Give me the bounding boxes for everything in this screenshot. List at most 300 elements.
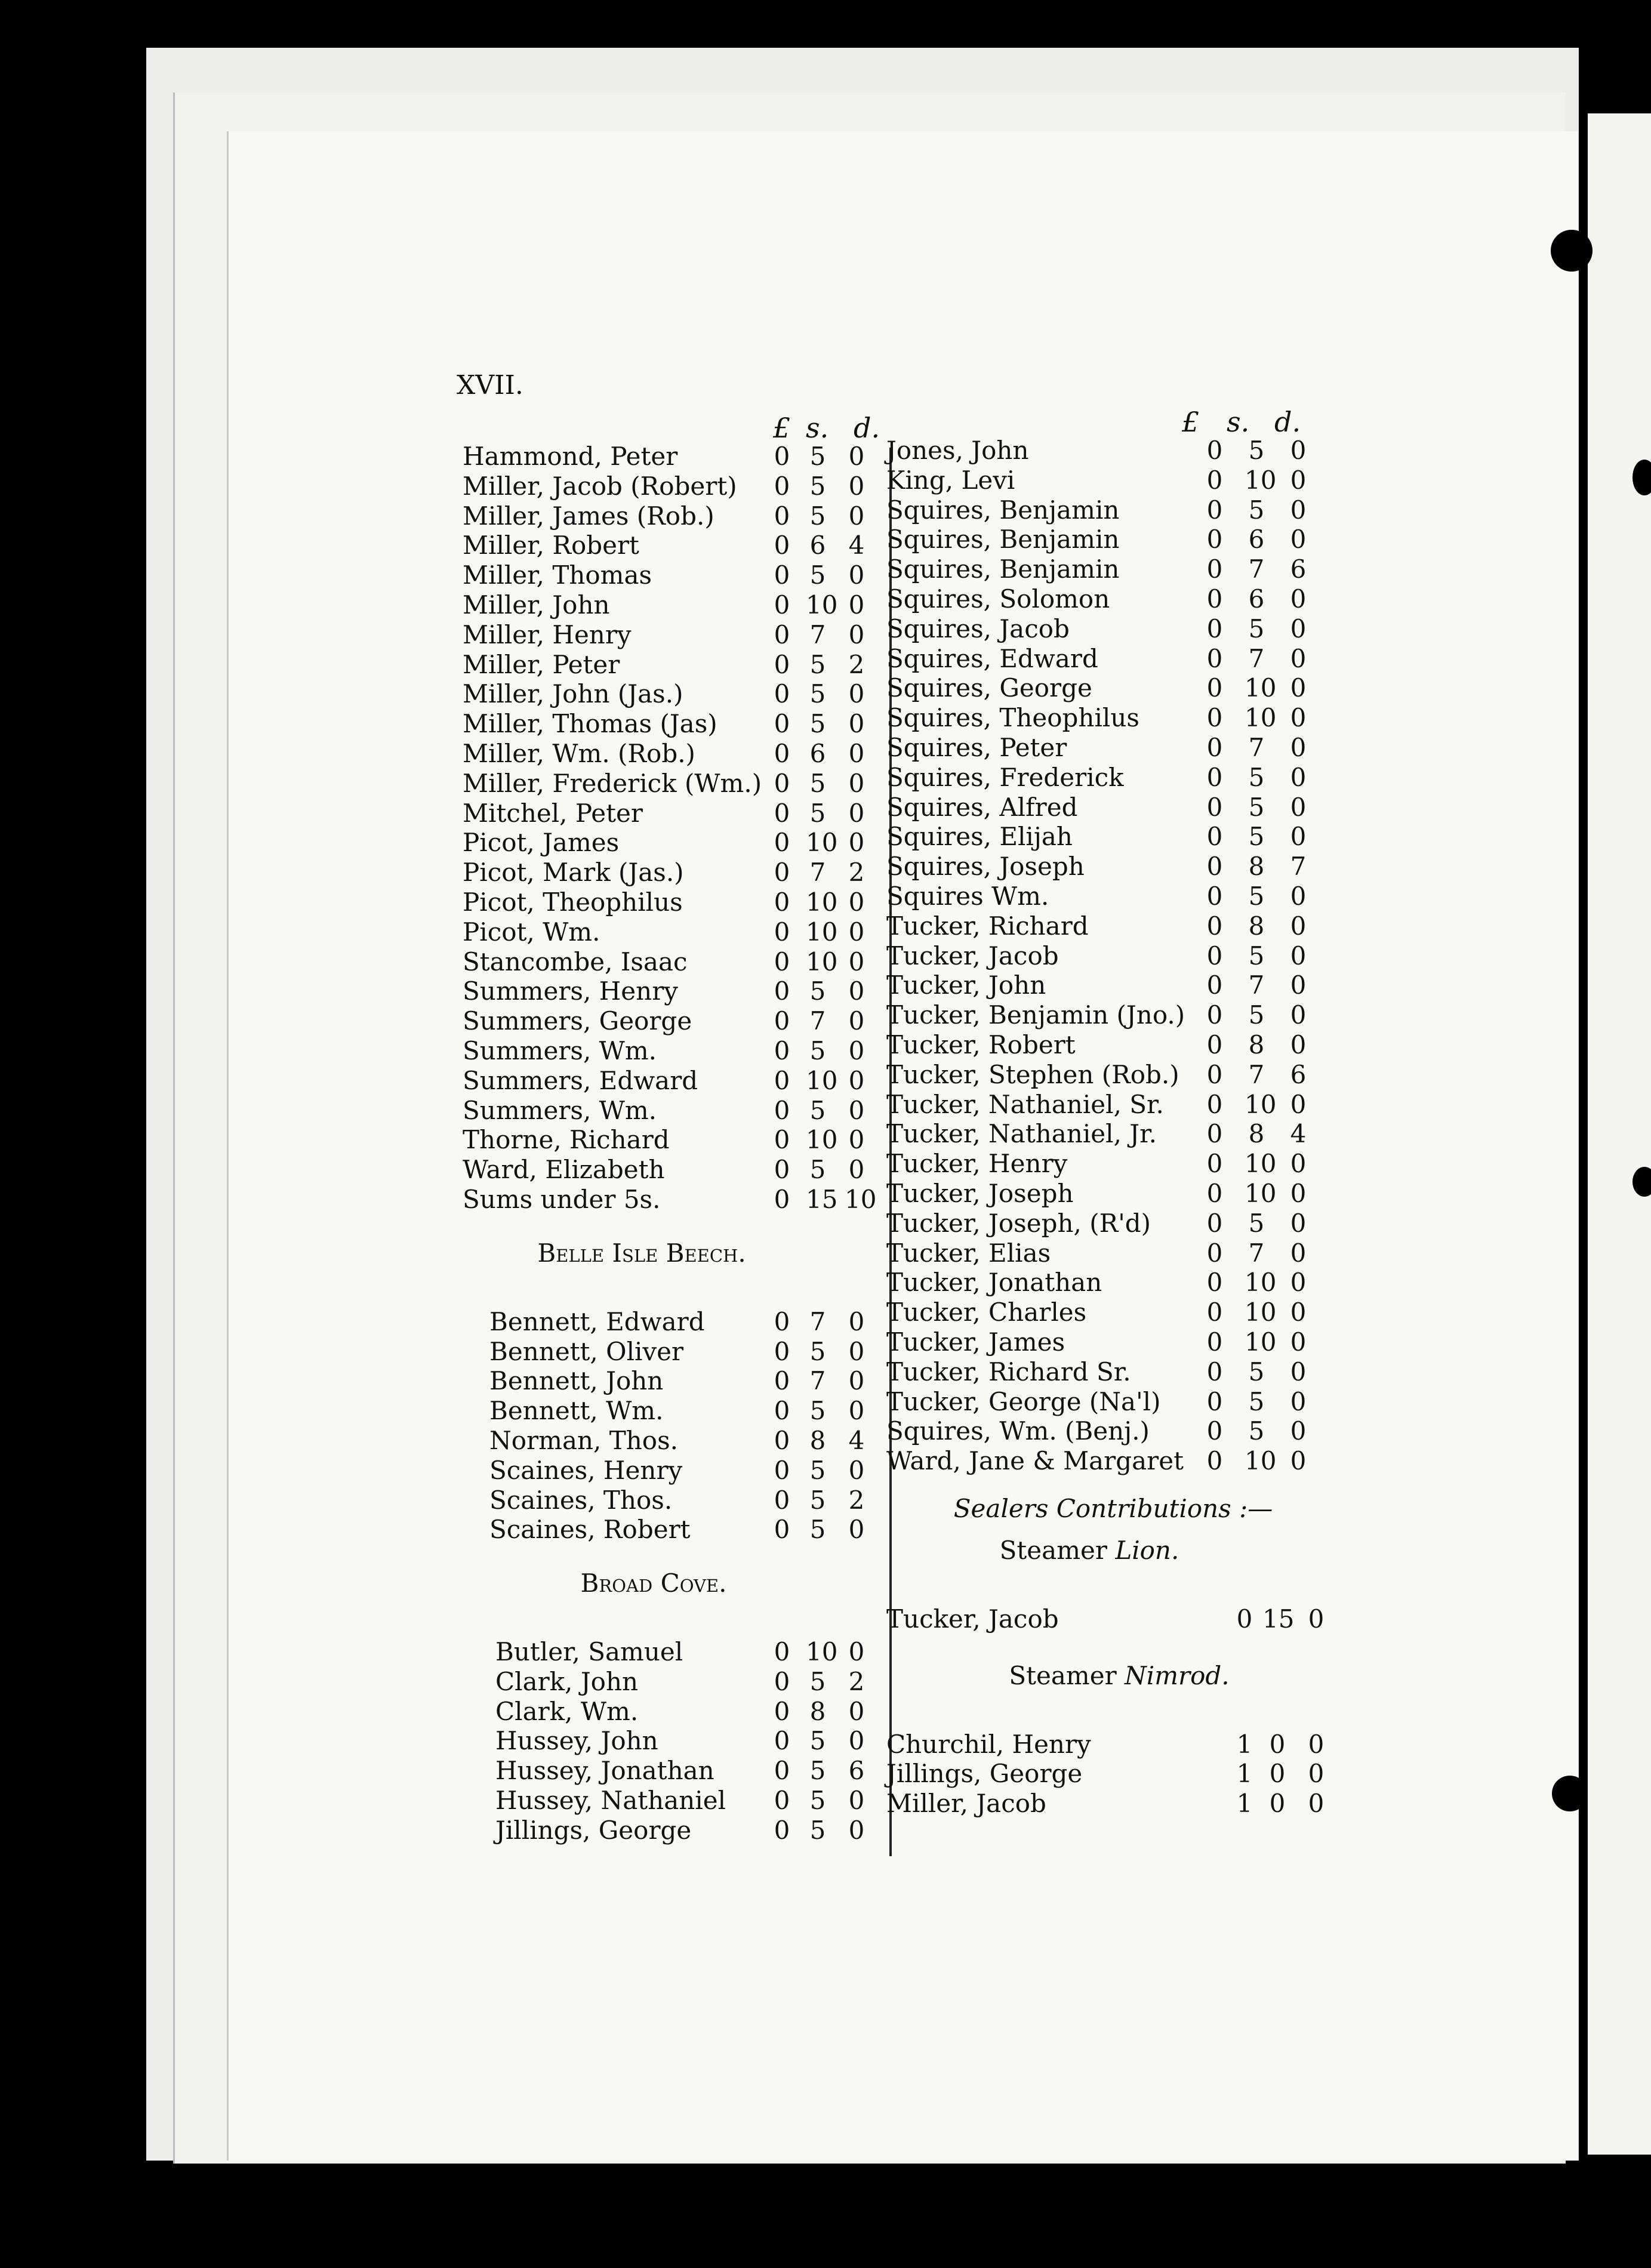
entry-row (886, 882, 1340, 911)
shillings-value: 5 (1248, 1416, 1265, 1446)
nimrod-heading-prefix: Steamer (1009, 1660, 1125, 1690)
pence-value: 0 (1290, 1416, 1307, 1446)
entry-name: Miller, Wm. (Rob.) (463, 738, 695, 768)
pence-value: 0 (1290, 1178, 1307, 1208)
lion-heading (886, 1536, 1292, 1580)
entry-row (886, 1298, 1340, 1327)
entry-row (886, 614, 1340, 644)
pence-value: 0 (1290, 881, 1307, 911)
pence-value: 10 (845, 1184, 877, 1214)
shillings-value: 5 (809, 1515, 826, 1545)
pounds-value: 0 (774, 1455, 790, 1485)
nimrod-list (886, 1730, 1340, 1819)
pounds-value: 0 (774, 1396, 790, 1426)
entry-name: Squires, Edward (886, 643, 1098, 673)
entry-name: Hussey, John (495, 1726, 658, 1756)
pence-value: 0 (1290, 822, 1307, 852)
entry-name: Miller, Jacob (Robert) (463, 471, 737, 501)
pounds-value: 0 (1206, 1178, 1223, 1208)
entry-row (886, 703, 1340, 733)
pounds-value: 0 (1206, 465, 1223, 495)
shillings-value: 5 (809, 1756, 826, 1786)
entry-name: Squires, Frederick (886, 762, 1124, 792)
entry-name: Tucker, Jonathan (886, 1268, 1102, 1298)
entry-name: Tucker, Nathaniel, Sr. (886, 1089, 1164, 1119)
shillings-value: 8 (1248, 1119, 1265, 1149)
pounds-value: 0 (1206, 1416, 1223, 1446)
shillings-value: 10 (1245, 1178, 1277, 1208)
shillings-value: 10 (806, 947, 838, 976)
entry-row (886, 793, 1340, 822)
pence-value: 2 (848, 649, 865, 679)
pence-header: d. (1274, 406, 1301, 438)
entry-row (463, 560, 892, 590)
entry-row (495, 1637, 892, 1667)
pounds-value: 0 (774, 1155, 790, 1185)
belle-isle-list (489, 1307, 892, 1545)
pence-value: 0 (1290, 643, 1307, 673)
pounds-value: 0 (774, 1065, 790, 1095)
pence-value: 0 (1308, 1789, 1325, 1819)
pence-value: 0 (1290, 1268, 1307, 1298)
pence-value: 0 (1290, 1298, 1307, 1327)
pounds-value: 0 (774, 738, 790, 768)
pounds-value: 0 (774, 709, 790, 739)
pounds-value: 0 (774, 1815, 790, 1845)
shillings-value: 5 (809, 1666, 826, 1696)
lion-heading-prefix: Steamer (999, 1535, 1116, 1565)
pounds-value: 0 (774, 1336, 790, 1366)
entry-row (886, 466, 1340, 495)
pence-value: 0 (848, 976, 865, 1006)
entry-name: King, Levi (886, 465, 1015, 495)
shillings-value: 5 (1248, 941, 1265, 970)
entry-row (886, 1730, 1340, 1759)
shillings-value: 5 (809, 1336, 826, 1366)
shillings-value: 5 (1248, 762, 1265, 792)
entry-name: Miller, Frederick (Wm.) (463, 768, 762, 798)
pounds-value: 0 (1206, 584, 1223, 614)
pence-value: 0 (848, 887, 865, 917)
entry-name: Tucker, Richard (886, 911, 1089, 941)
pence-value: 0 (848, 947, 865, 976)
pence-value: 0 (1290, 970, 1307, 1000)
pounds-value: 0 (1206, 762, 1223, 792)
shillings-value: 5 (1248, 1386, 1265, 1416)
entry-row (886, 554, 1340, 584)
pounds-value: 0 (774, 1637, 790, 1667)
entry-name: Squires, Joseph (886, 852, 1085, 882)
entry-row (886, 495, 1340, 525)
pence-value: 0 (848, 1637, 865, 1667)
pence-value: 0 (1308, 1759, 1325, 1789)
shillings-value: 6 (809, 531, 826, 560)
entry-name: Ward, Jane & Margaret (886, 1446, 1184, 1476)
entry-name: Hussey, Jonathan (495, 1756, 714, 1786)
pence-header: d. (854, 412, 880, 444)
entry-name: Squires, George (886, 673, 1092, 703)
entry-name: Tucker, Benjamin (Jno.) (886, 1000, 1185, 1030)
nimrod-heading (886, 1661, 1352, 1706)
entry-row (463, 472, 892, 501)
shillings-value: 5 (809, 1455, 826, 1485)
entry-row (463, 917, 892, 947)
entry-row (489, 1396, 892, 1426)
pounds-value: 1 (1236, 1729, 1253, 1759)
entry-name: Tucker, Robert (886, 1030, 1076, 1059)
entry-row (463, 858, 892, 888)
pounds-value: 0 (774, 1036, 790, 1065)
pounds-value: 0 (774, 1485, 790, 1515)
pounds-header: £ (773, 412, 791, 444)
shillings-value: 5 (1248, 614, 1265, 643)
pence-value: 0 (848, 1095, 865, 1125)
pence-value: 2 (848, 1666, 865, 1696)
pence-value: 0 (1290, 941, 1307, 970)
pence-value: 0 (1290, 1386, 1307, 1416)
pence-value: 2 (848, 1485, 865, 1515)
shillings-value: 0 (1269, 1729, 1286, 1759)
pounds-value: 0 (774, 1756, 790, 1786)
pounds-value: 0 (774, 590, 790, 620)
entry-row (489, 1337, 892, 1367)
entry-row (463, 976, 892, 1006)
shillings-value: 7 (1248, 643, 1265, 673)
pounds-value: 0 (1206, 673, 1223, 703)
entry-row (489, 1426, 892, 1456)
entry-row (463, 828, 892, 858)
pence-value: 0 (848, 620, 865, 649)
shillings-value: 10 (806, 828, 838, 858)
entry-name: Sums under 5s. (463, 1184, 661, 1214)
entry-row (495, 1816, 892, 1845)
shillings-value: 15 (806, 1184, 838, 1214)
shillings-value: 7 (1248, 1238, 1265, 1268)
pence-value: 0 (848, 1065, 865, 1095)
shillings-value: 5 (809, 1726, 826, 1756)
entry-row (463, 709, 892, 739)
pounds-value: 0 (1206, 852, 1223, 882)
pounds-value: 0 (1206, 941, 1223, 970)
pounds-value: 0 (1206, 614, 1223, 643)
shillings-value: 10 (1245, 1446, 1277, 1476)
entry-row (495, 1756, 892, 1786)
pounds-value: 0 (774, 501, 790, 531)
pence-value: 6 (1290, 1059, 1307, 1089)
shillings-value: 10 (1245, 1089, 1277, 1119)
pence-value: 0 (1290, 1030, 1307, 1059)
left-main-list (463, 442, 892, 1215)
entry-name: Picot, Mark (Jas.) (463, 858, 684, 888)
pence-value: 0 (848, 471, 865, 501)
pence-value: 4 (848, 1425, 865, 1455)
right-column (886, 406, 1340, 1819)
entry-name: Picot, Wm. (463, 917, 600, 947)
entry-name: Clark, Wm. (495, 1696, 639, 1726)
pounds-value: 1 (1236, 1789, 1253, 1819)
entry-name: Scaines, Thos. (489, 1485, 673, 1515)
pounds-value: 0 (774, 947, 790, 976)
pounds-value: 0 (774, 1184, 790, 1214)
pounds-value: 0 (774, 1095, 790, 1125)
pounds-value: 0 (774, 1786, 790, 1816)
pounds-header: £ (1182, 406, 1200, 438)
entry-name: Summers, Wm. (463, 1036, 657, 1065)
entry-row (886, 1789, 1340, 1819)
entry-name: Summers, Edward (463, 1065, 698, 1095)
pence-value: 0 (848, 1155, 865, 1185)
pence-value: 0 (1290, 436, 1307, 465)
entry-name: Squires, Jacob (886, 614, 1070, 643)
pounds-value: 0 (774, 917, 790, 947)
broad-cove-list (495, 1637, 892, 1845)
shillings-value: 0 (1269, 1759, 1286, 1789)
entry-name: Bennett, Wm. (489, 1396, 664, 1426)
shillings-value: 10 (1245, 1298, 1277, 1327)
entry-name: Squires, Elijah (886, 822, 1073, 852)
shillings-value: 7 (809, 620, 826, 649)
pence-value: 0 (1308, 1729, 1325, 1759)
shillings-value: 10 (806, 1637, 838, 1667)
entry-row (886, 763, 1340, 793)
shillings-value: 5 (1248, 495, 1265, 525)
pence-value: 0 (848, 501, 865, 531)
entry-row (463, 679, 892, 709)
pounds-value: 0 (774, 1125, 790, 1155)
shillings-value: 7 (809, 1366, 826, 1396)
entry-name: Summers, Wm. (463, 1095, 657, 1125)
pence-value: 0 (1290, 762, 1307, 792)
pounds-value: 0 (1206, 881, 1223, 911)
shillings-value: 5 (1248, 436, 1265, 465)
shillings-value: 10 (1245, 1268, 1277, 1298)
pounds-value: 0 (774, 1306, 790, 1336)
entry-name: Butler, Samuel (495, 1637, 683, 1667)
pence-value: 0 (1290, 495, 1307, 525)
shillings-value: 5 (809, 649, 826, 679)
entry-name: Tucker, Joseph, (R'd) (886, 1208, 1151, 1238)
entry-row (886, 1416, 1340, 1446)
entry-name: Bennett, Edward (489, 1306, 705, 1336)
pence-value: 0 (848, 798, 865, 828)
shillings-value: 7 (1248, 732, 1265, 762)
pounds-value: 0 (774, 679, 790, 709)
shillings-value: 8 (1248, 1030, 1265, 1059)
pounds-value: 0 (1206, 436, 1223, 465)
shillings-value: 7 (1248, 970, 1265, 1000)
entry-row (886, 1179, 1340, 1209)
entry-name: Summers, Henry (463, 976, 678, 1006)
entry-name: Squires, Solomon (886, 584, 1110, 614)
currency-header (886, 406, 1340, 436)
shillings-value: 5 (1248, 792, 1265, 822)
entry-name: Hussey, Nathaniel (495, 1786, 726, 1816)
entry-row (886, 1149, 1340, 1179)
pence-value: 4 (1290, 1119, 1307, 1149)
entry-row (886, 644, 1340, 674)
pence-value: 0 (1290, 911, 1307, 941)
entry-name: Tucker, John (886, 970, 1046, 1000)
entry-row (495, 1697, 892, 1727)
broad-cove-heading: Broad Cove. (580, 1569, 727, 1598)
shillings-value: 5 (809, 1485, 826, 1515)
pounds-value: 0 (1206, 911, 1223, 941)
pounds-value: 0 (774, 1006, 790, 1036)
pence-value: 0 (848, 1366, 865, 1396)
pounds-value: 0 (774, 858, 790, 888)
page-number: XVII. (457, 370, 523, 400)
pence-value: 0 (848, 1036, 865, 1065)
entry-row (495, 1786, 892, 1816)
entry-row (886, 970, 1340, 1000)
entry-name: Mitchel, Peter (463, 798, 643, 828)
pence-value: 0 (1290, 703, 1307, 733)
shillings-value: 5 (809, 560, 826, 590)
sealers-heading: Sealers Contributions :— (953, 1493, 1273, 1523)
entry-name: Tucker, George (Na'l) (886, 1386, 1161, 1416)
pence-value: 0 (848, 709, 865, 739)
entry-row (463, 650, 892, 680)
pence-value: 0 (1290, 465, 1307, 495)
entry-row (886, 822, 1340, 852)
pounds-value: 0 (774, 560, 790, 590)
pence-value: 0 (848, 1786, 865, 1816)
shillings-value: 5 (809, 1155, 826, 1185)
entry-name: Jones, John (886, 436, 1029, 465)
entry-name: Hammond, Peter (463, 442, 678, 471)
shillings-value: 5 (1248, 1000, 1265, 1030)
pence-value: 0 (848, 917, 865, 947)
entry-row (886, 673, 1340, 703)
pounds-value: 0 (1206, 703, 1223, 733)
pounds-value: 0 (1206, 1030, 1223, 1059)
entry-row (495, 1667, 892, 1697)
lion-heading-name: Lion. (1115, 1535, 1179, 1565)
shillings-value: 5 (809, 1815, 826, 1845)
pounds-value: 0 (774, 1425, 790, 1455)
entry-row (463, 1155, 892, 1185)
entry-row (489, 1366, 892, 1396)
left-column (463, 412, 892, 1845)
entry-name: Tucker, Jacob (886, 941, 1059, 970)
shillings-value: 10 (1245, 1149, 1277, 1179)
pounds-value: 0 (1206, 1327, 1223, 1357)
pounds-value: 0 (774, 1666, 790, 1696)
shillings-value: 5 (809, 798, 826, 828)
entry-row (886, 852, 1340, 882)
entry-row (495, 1726, 892, 1756)
entry-row (489, 1486, 892, 1515)
shillings-value: 7 (809, 1306, 826, 1336)
entry-row (886, 1090, 1340, 1120)
pounds-value: 0 (774, 649, 790, 679)
entry-name: Squires, Benjamin (886, 554, 1120, 584)
shillings-value: 10 (806, 887, 838, 917)
entry-name: Jillings, George (495, 1815, 692, 1845)
entry-row (463, 1036, 892, 1066)
entry-name: Tucker, James (886, 1327, 1065, 1357)
pence-value: 0 (848, 1006, 865, 1036)
pence-value: 0 (848, 560, 865, 590)
pence-value: 0 (1290, 1446, 1307, 1476)
entry-name: Norman, Thos. (489, 1425, 678, 1455)
entry-name: Summers, George (463, 1006, 692, 1036)
entry-row (489, 1456, 892, 1486)
pounds-value: 0 (774, 471, 790, 501)
pence-value: 0 (1290, 1238, 1307, 1268)
pounds-value: 0 (1206, 1208, 1223, 1238)
shillings-value: 8 (1248, 911, 1265, 941)
entry-name: Tucker, Elias (886, 1238, 1051, 1268)
pence-value: 6 (848, 1756, 865, 1786)
binding-hole-mark (1552, 1776, 1588, 1811)
shillings-value: 0 (1269, 1789, 1286, 1819)
entry-name: Clark, John (495, 1666, 639, 1696)
shillings-value: 10 (806, 917, 838, 947)
lion-list (886, 1604, 1340, 1634)
shillings-value: 10 (1245, 703, 1277, 733)
shillings-value: 10 (806, 1065, 838, 1095)
pence-value: 4 (848, 531, 865, 560)
shillings-value: 5 (809, 768, 826, 798)
entry-name: Tucker, Jacob (886, 1604, 1059, 1634)
entry-row (463, 799, 892, 828)
pounds-value: 0 (774, 768, 790, 798)
facing-page-edge (1588, 113, 1651, 2155)
entry-row (463, 442, 892, 472)
pounds-value: 0 (774, 1366, 790, 1396)
pence-value: 0 (1290, 1208, 1307, 1238)
entry-row (886, 733, 1340, 763)
shillings-value: 5 (809, 471, 826, 501)
shillings-value: 6 (1248, 525, 1265, 554)
pounds-value: 0 (1206, 554, 1223, 584)
entry-name: Squires Wm. (886, 881, 1049, 911)
entry-row (886, 911, 1340, 941)
entry-name: Squires, Benjamin (886, 495, 1120, 525)
pounds-value: 0 (774, 531, 790, 560)
entry-row (463, 1066, 892, 1096)
entry-row (463, 769, 892, 799)
shillings-value: 7 (1248, 554, 1265, 584)
shillings-value: 8 (809, 1425, 826, 1455)
pence-value: 0 (1290, 584, 1307, 614)
pounds-value: 0 (774, 620, 790, 649)
entry-row (886, 1238, 1340, 1268)
entry-name: Tucker, Stephen (Rob.) (886, 1059, 1179, 1089)
pence-value: 0 (1290, 792, 1307, 822)
entry-name: Squires, Wm. (Benj.) (886, 1416, 1150, 1446)
entry-row (886, 1357, 1340, 1387)
belle-isle-heading: Belle Isle Beech. (537, 1238, 746, 1268)
shillings-header: s. (806, 412, 829, 444)
entry-name: Ward, Elizabeth (463, 1155, 665, 1185)
shillings-value: 5 (809, 976, 826, 1006)
entry-row (489, 1307, 892, 1337)
pence-value: 0 (848, 679, 865, 709)
entry-row (886, 941, 1340, 971)
entry-name: Tucker, Richard Sr. (886, 1357, 1131, 1386)
entry-name: Picot, Theophilus (463, 887, 683, 917)
entry-name: Bennett, John (489, 1366, 664, 1396)
pounds-value: 0 (1206, 1238, 1223, 1268)
pounds-value: 0 (1206, 1357, 1223, 1386)
pence-value: 0 (1290, 1357, 1307, 1386)
entry-name: Squires, Benjamin (886, 525, 1120, 554)
pounds-value: 0 (1206, 732, 1223, 762)
entry-row (886, 525, 1340, 554)
entry-name: Scaines, Henry (489, 1455, 683, 1485)
